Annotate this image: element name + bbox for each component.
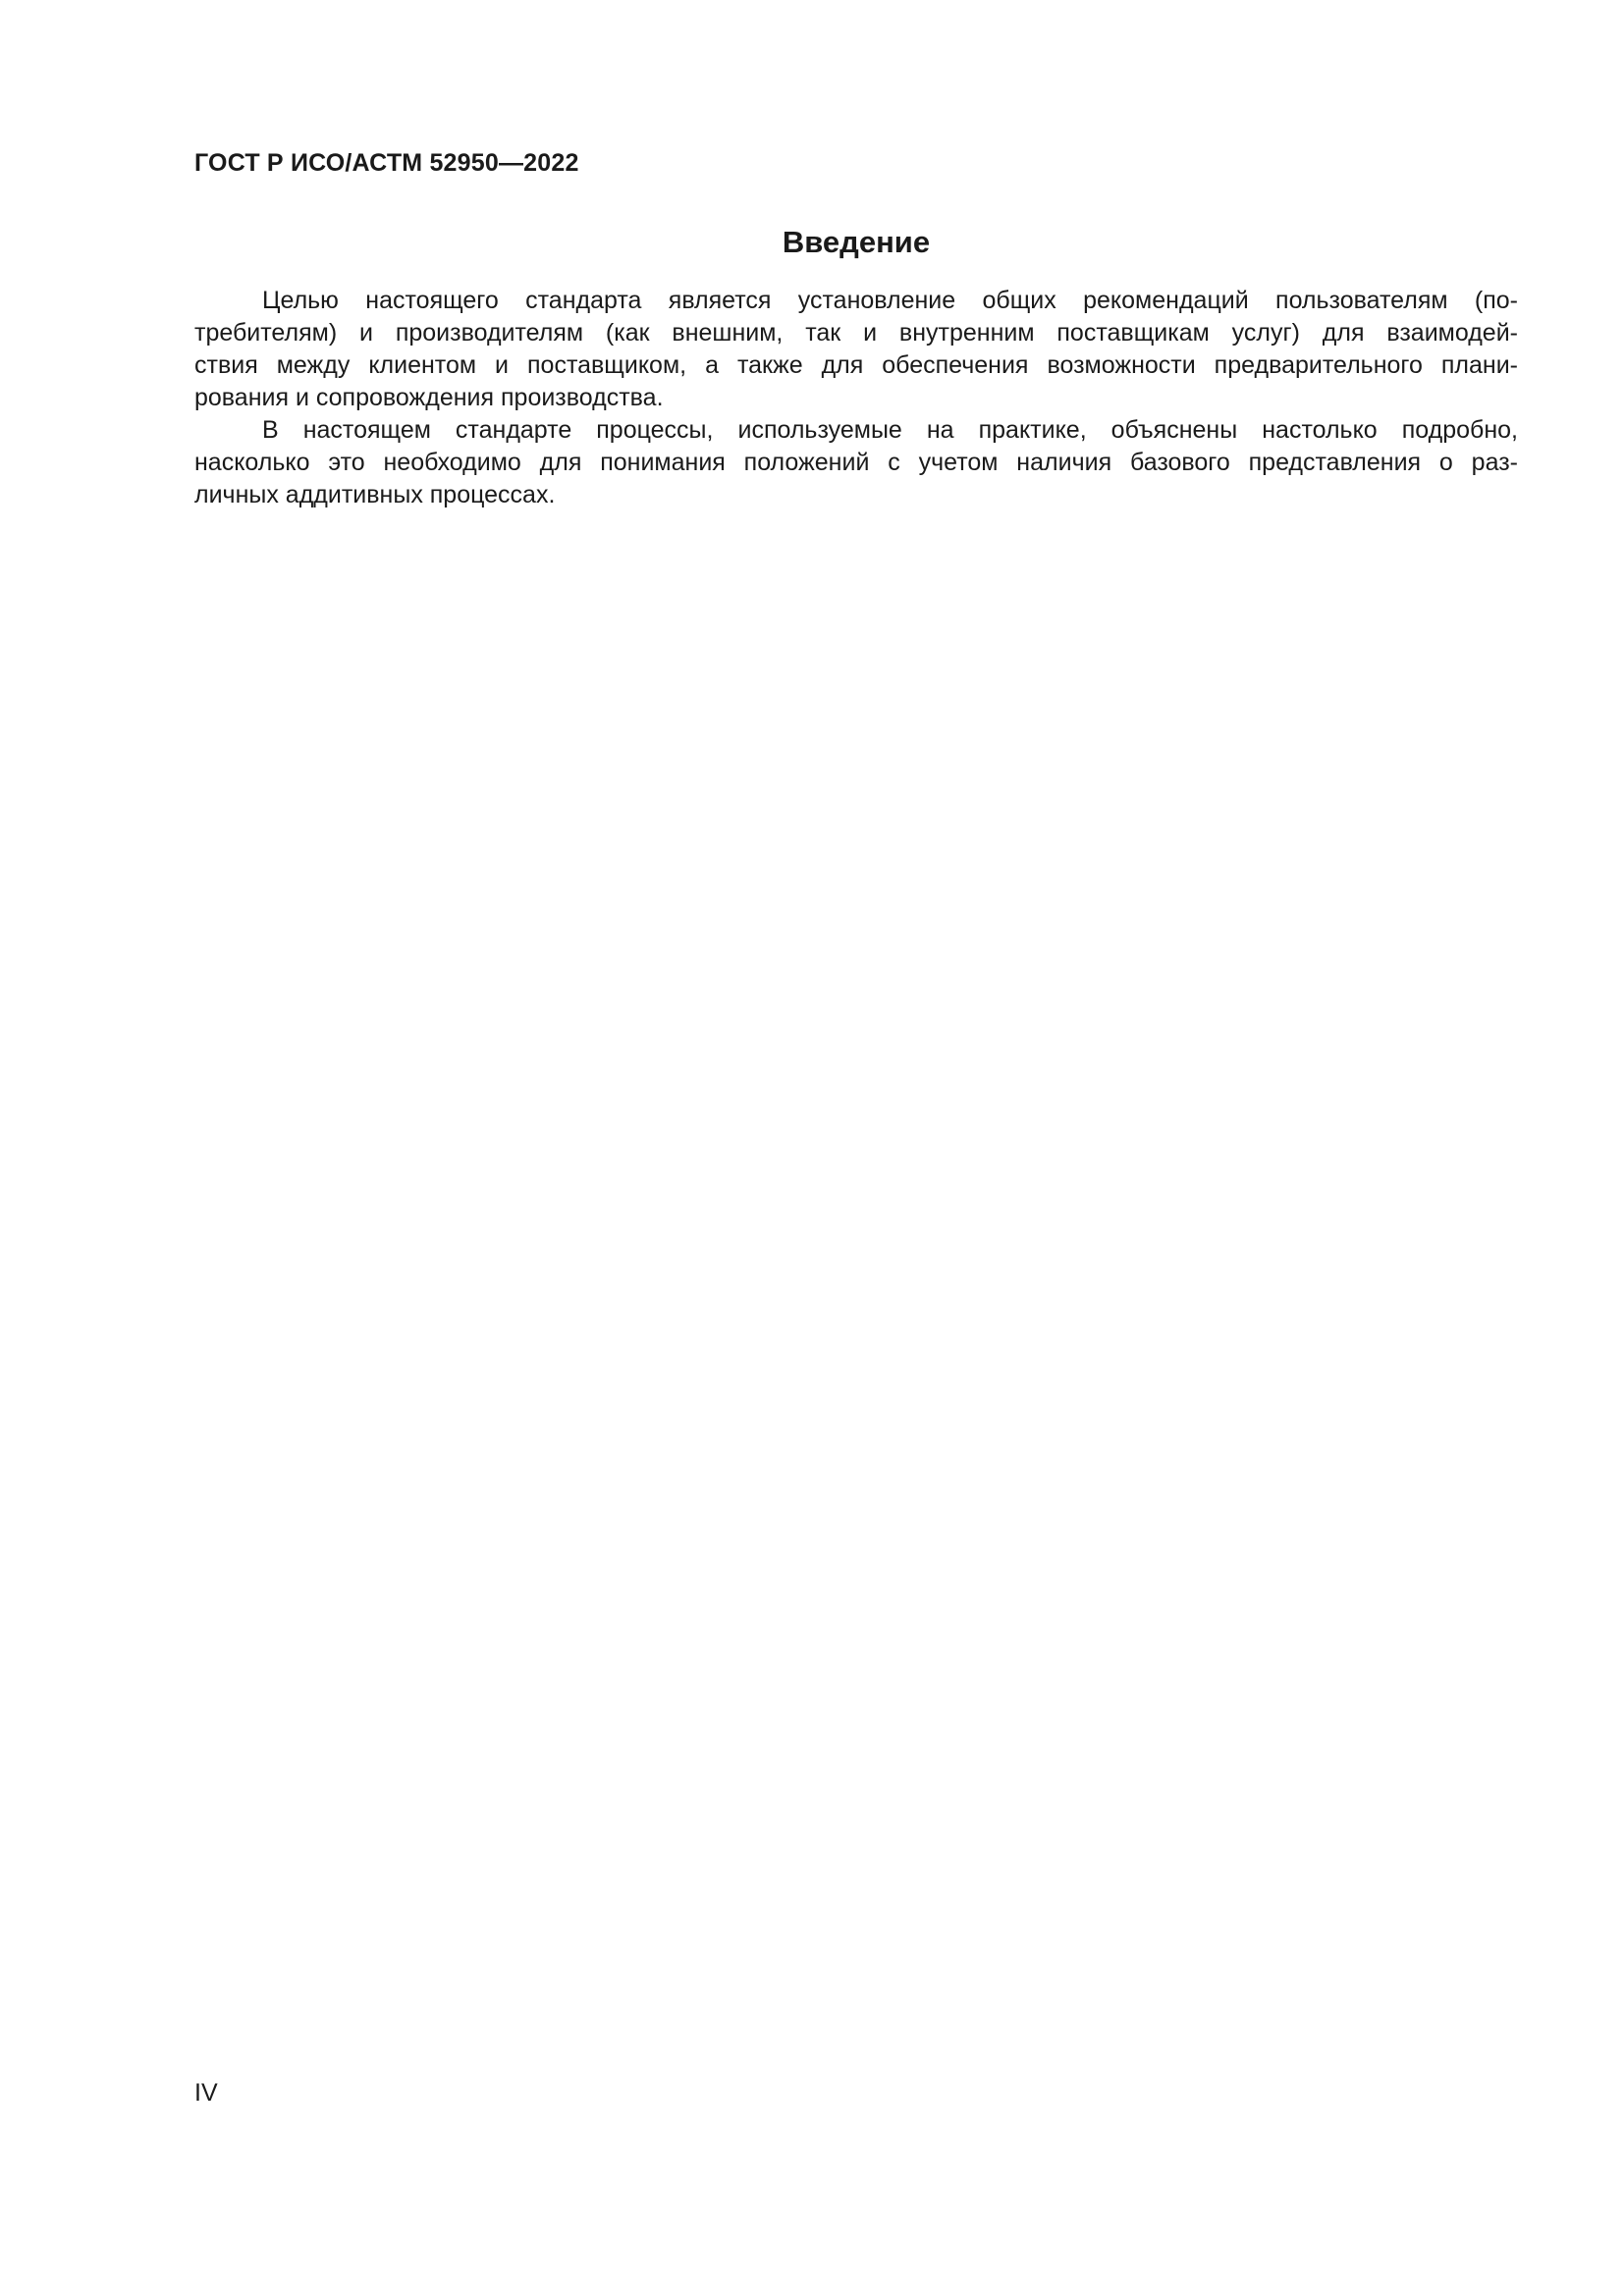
paragraph-line: рования и сопровождения производства. bbox=[194, 384, 664, 411]
paragraph-line: насколько это необходимо для понимания положений с учетом наличия базового представления о раз- bbox=[194, 449, 1518, 476]
paragraph-line: В настоящем стандарте процессы, используемые на практике, объяснены настолько подробно, bbox=[262, 416, 1518, 444]
paragraph-1 bbox=[194, 285, 1518, 414]
paragraph-line: требителям) и производителям (как внешним, так и внутренним поставщикам услуг) для взаимодей- bbox=[194, 319, 1518, 347]
paragraph-line: личных аддитивных процессах. bbox=[194, 481, 556, 508]
paragraph-line: ствия между клиентом и поставщиком, а также для обеспечения возможности предварительного плани- bbox=[194, 351, 1518, 379]
section-title: Введение bbox=[782, 225, 931, 259]
document-code-header: ГОСТ Р ИСО/АСТМ 52950—2022 bbox=[194, 149, 579, 177]
paragraph-line: Целью настоящего стандарта является установление общих рекомендаций пользователям (по- bbox=[262, 287, 1518, 314]
body-text bbox=[194, 285, 1518, 511]
page-number: IV bbox=[194, 2079, 218, 2107]
paragraph-2 bbox=[194, 414, 1518, 511]
